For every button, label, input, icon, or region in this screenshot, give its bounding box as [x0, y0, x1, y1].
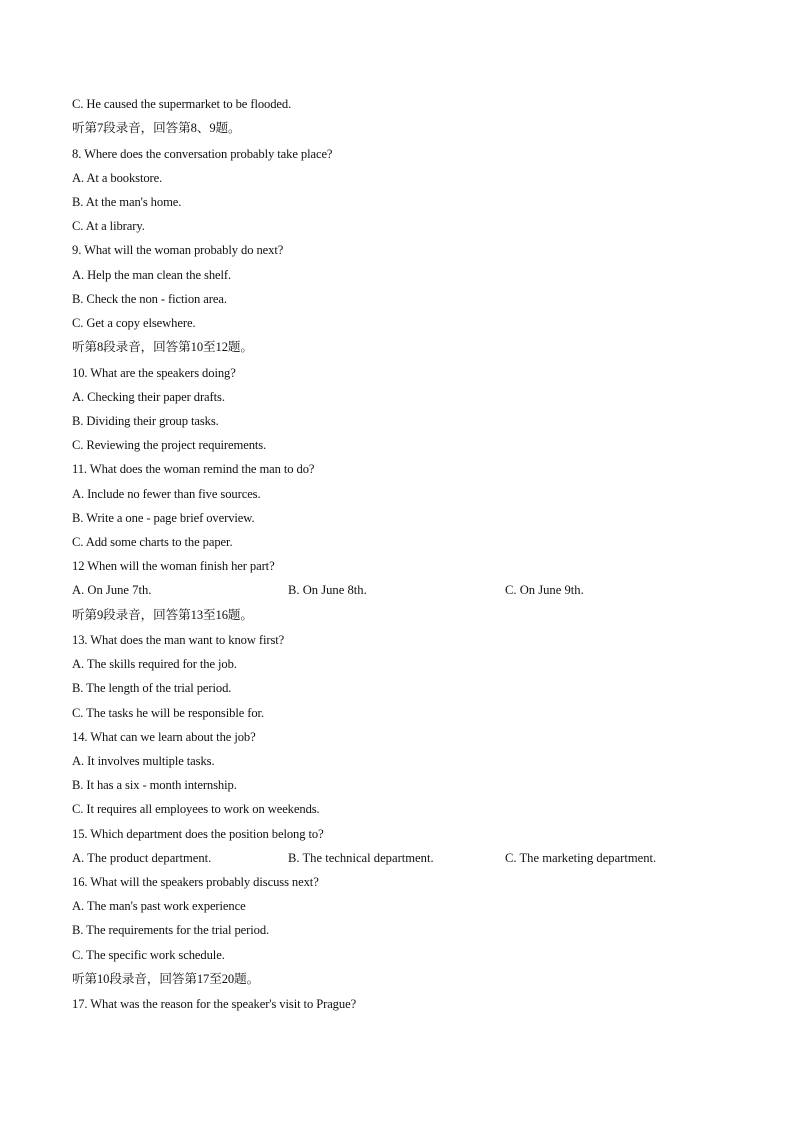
question-line: B. Dividing their group tasks. [72, 414, 219, 429]
question-line: A. Help the man clean the shelf. [72, 267, 232, 282]
question-line: B. Check the non - fiction area. [72, 291, 227, 306]
question-line: 12 When will the woman finish her part? [72, 559, 275, 574]
question-line: C. Reviewing the project requirements. [72, 438, 267, 453]
answer-option: C. The marketing department. [505, 850, 657, 865]
question-line: A. Checking their paper drafts. [72, 389, 225, 404]
section-instruction: 听第10段录音，回答第17至20题。 [72, 971, 260, 986]
question-line: C. Get a copy elsewhere. [72, 316, 196, 330]
question-line: 11. What does the woman remind the man to do? [72, 462, 315, 477]
exam-page [72, 94, 732, 1018]
section-instruction: 听第8段录音，回答第10至12题。 [72, 340, 253, 355]
question-line: 13. What does the man want to know first? [72, 633, 285, 648]
question-line: B. The requirements for the trial period. [72, 923, 270, 938]
answer-options-row [72, 580, 732, 604]
answer-option: B. The technical department. [288, 850, 434, 865]
question-line: A. The man's past work experience [72, 899, 246, 914]
question-line: 16. What will the speakers probably discuss next? [72, 874, 319, 889]
question-line: C. Add some charts to the paper. [72, 535, 233, 549]
question-line: B. The length of the trial period. [72, 681, 232, 696]
answer-options-row [72, 848, 732, 872]
answer-option: A. The product department. [72, 850, 212, 865]
question-line: C. The tasks he will be responsible for. [72, 705, 264, 720]
answer-option: B. On June 8th. [288, 583, 367, 598]
question-line: 10. What are the speakers doing? [72, 365, 236, 380]
question-line: 8. Where does the conversation probably take place? [72, 146, 333, 161]
answer-option: A. On June 7th. [72, 583, 152, 598]
question-line: A. It involves multiple tasks. [72, 754, 215, 768]
question-line: C. The specific work schedule. [72, 947, 225, 962]
question-line: 14. What can we learn about the job? [72, 729, 256, 744]
question-line: C. It requires all employees to work on weekends. [72, 802, 320, 817]
question-line: A. Include no fewer than five sources. [72, 486, 261, 501]
section-instruction: 听第9段录音，回答第13至16题。 [72, 607, 253, 622]
question-line: 15. Which department does the position belong to? [72, 826, 324, 841]
question-line: B. It has a six - month internship. [72, 778, 237, 793]
question-line: C. At a library. [72, 219, 145, 234]
question-line: B. Write a one - page brief overview. [72, 510, 255, 525]
section-instruction: 听第7段录音，回答第8、9题。 [72, 121, 241, 136]
question-line: 9. What will the woman probably do next? [72, 243, 284, 258]
question-line: B. At the man's home. [72, 195, 182, 210]
question-line: A. At a bookstore. [72, 170, 163, 185]
question-line: A. The skills required for the job. [72, 657, 237, 672]
question-line: 17. What was the reason for the speaker's visit to Prague? [72, 997, 357, 1012]
answer-option: C. On June 9th. [505, 583, 584, 598]
question-line: C. He caused the supermarket to be flooded. [72, 97, 292, 111]
